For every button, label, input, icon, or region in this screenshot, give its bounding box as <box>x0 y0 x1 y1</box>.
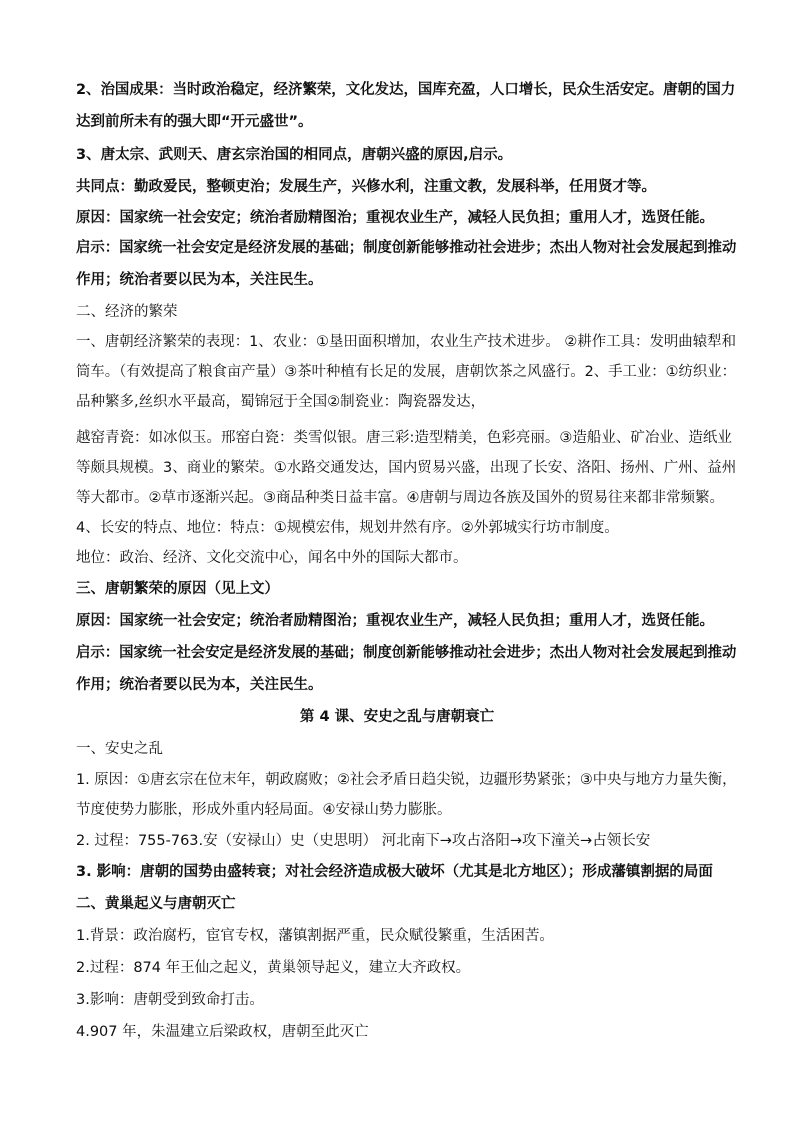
text-line: 达到前所未有的强大即“开元盛世”。 <box>76 114 313 130</box>
section-heading: 二、经济的繁荣 <box>76 304 178 320</box>
text-line: 3、唐太宗、武则天、唐玄宗治国的相同点，唐朝兴盛的原因,启示。 <box>76 147 513 163</box>
text-line: 2、治国成果：当时政治稳定，经济繁荣，文化发达，国库充盈，人口增长，民众生活安定。唐朝的国力 <box>76 82 736 98</box>
section-heading: 二、黄巢起义与唐朝灭亡 <box>76 896 236 912</box>
text-line: 节度使势力膨胀，形成外重内轻局面。④安禄山势力膨胀。 <box>76 802 452 818</box>
text-line: 原因：国家统一社会安定；统治者励精图治；重视农业生产，减轻人民负担；重用人才，选贤任能。 <box>76 210 714 226</box>
text-line: 启示：国家统一社会安定是经济发展的基础；制度创新能够推动社会进步；杰出人物对社会发展起到推动 <box>76 645 737 661</box>
text-line: 地位：政治、经济、文化交流中心，闻名中外的国际大都市。 <box>76 550 468 566</box>
text-line: 筒车。（有效提高了粮食亩产量）③茶叶种植有长足的发展，唐朝饮茶之风盛行。2、手工业：①纺织业： <box>76 364 736 380</box>
text-line: 1.背景：政治腐朽，宦官专权，藩镇割据严重，民众赋役繁重，生活困苦。 <box>76 928 554 944</box>
text-line: 启示：国家统一社会安定是经济发展的基础；制度创新能够推动社会进步；杰出人物对社会发展起到推动 <box>76 240 737 256</box>
text-line: 共同点：勤政爱民，整顿吏治；发展生产，兴修水利，注重文教，发展科举，任用贤才等。 <box>76 179 656 195</box>
text-line: 一、唐朝经济繁荣的表现：1、农业：①垦田面积增加，农业生产技术进步。 ②耕作工具：发明曲辕犁和 <box>76 334 737 350</box>
text-line: 等大都市。②草市逐渐兴起。③商品种类日益丰富。④唐朝与周边各族及国外的贸易往来都非常频繁。 <box>76 490 724 506</box>
text-line: 原因：国家统一社会安定；统治者励精图治；重视农业生产，减轻人民负担；重用人才，选贤任能。 <box>76 613 714 629</box>
text-line: 3. 影响：唐朝的国势由盛转衰；对社会经济造成极大破坏（尤其是北方地区）；形成藩镇割据的局面 <box>76 864 713 880</box>
section-heading: 一、安史之乱 <box>76 741 163 757</box>
section-heading: 三、唐朝繁荣的原因（见上文） <box>76 581 279 597</box>
text-line: 1. 原因：①唐玄宗在位末年，朝政腐败；②社会矛盾日趋尖锐，边疆形势紧张；③中央与地方力量失衡， <box>76 772 737 788</box>
lesson-title: 第 4 课、安史之乱与唐朝衰亡 <box>299 709 495 725</box>
text-line: 2.过程：874 年王仙之起义，黄巢领导起义，建立大齐政权。 <box>76 960 471 976</box>
text-line: 2. 过程：755-763.安（安禄山）史（史思明） 河北南下→攻占洛阳→攻下潼关→占领长安 <box>76 833 651 849</box>
text-line: 3.影响：唐朝受到致命打击。 <box>76 992 264 1008</box>
text-line: 等颇具规模。3、商业的繁荣。①水路交通发达，国内贸易兴盛，出现了长安、洛阳、扬州、广州、益州 <box>76 460 737 476</box>
text-line: 品种繁多,丝织水平最高，蜀锦冠于全国②制瓷业：陶瓷器发达， <box>76 394 486 410</box>
text-line: 作用；统治者要以民为本，关注民生。 <box>76 272 323 288</box>
text-line: 4、长安的特点、地位：特点：①规模宏伟，规划井然有序。②外郭城实行坊市制度。 <box>76 520 619 536</box>
text-line: 4.907 年，朱温建立后梁政权，唐朝至此灭亡 <box>76 1024 369 1040</box>
text-line: 越窑青瓷：如冰似玉。邢窑白瓷：类雪似银。唐三彩:造型精美，色彩亮丽。③造船业、矿冶业、造纸业 <box>76 430 732 446</box>
text-line: 作用；统治者要以民为本，关注民生。 <box>76 677 323 693</box>
